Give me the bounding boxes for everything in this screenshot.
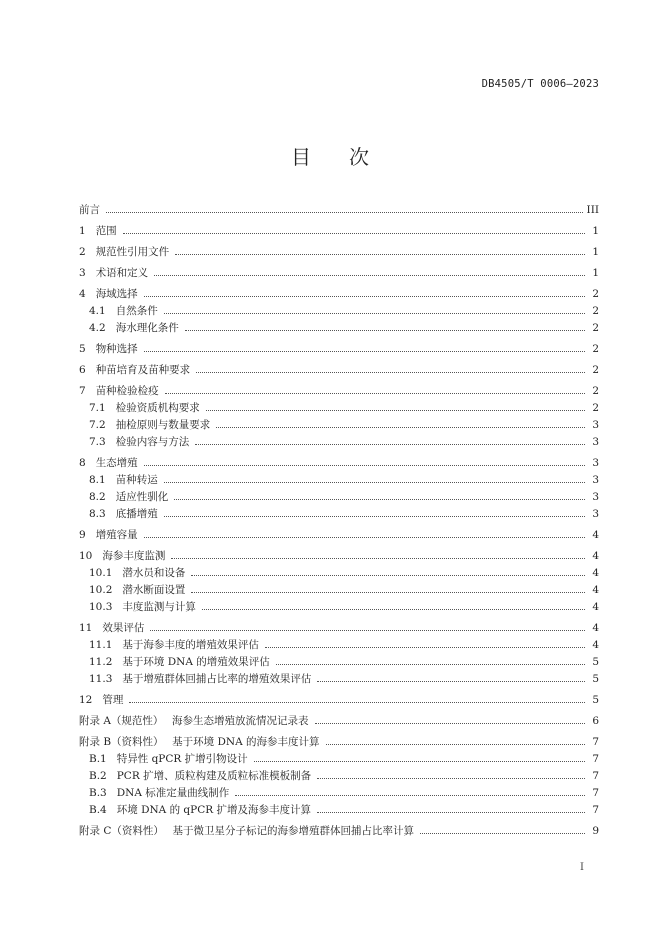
toc-entry-text: 附录 A（规范性） 海参生态增殖放流情况记录表 <box>79 715 309 727</box>
toc-entry-text: 苗种转运 <box>115 474 158 486</box>
toc-entry-number: 4 <box>79 288 86 300</box>
dot-leader <box>191 563 585 576</box>
toc-entry-number: 7.3 <box>89 436 106 448</box>
toc-entry-number: 1 <box>79 225 86 237</box>
toc-entry-text: 种苗培育及苗种要求 <box>95 364 191 376</box>
toc-entry-label <box>79 620 148 635</box>
title-char-right: 次 <box>349 145 371 169</box>
toc-entry-page: 3 <box>592 457 599 469</box>
toc-entry-number: 11.1 <box>89 639 113 651</box>
toc-entry-label <box>79 768 315 783</box>
toc-entry[interactable] <box>79 783 599 800</box>
toc-entry-label <box>79 637 263 652</box>
toc-entry-text: 检验内容与方法 <box>115 436 190 448</box>
toc-entry-page: 4 <box>592 567 599 579</box>
dot-leader <box>276 652 585 665</box>
toc-entry[interactable] <box>79 711 599 728</box>
toc-entry[interactable] <box>79 339 599 356</box>
toc-entry-text: 生态增殖 <box>95 457 138 469</box>
toc-entry-text: DNA 标准定量曲线制作 <box>116 787 230 799</box>
dot-leader <box>185 318 585 331</box>
toc-entry-number: B.4 <box>89 804 107 816</box>
toc-entry-number: B.1 <box>89 753 107 765</box>
toc-entry-label <box>79 202 104 217</box>
dot-leader <box>154 263 585 276</box>
toc-entry[interactable] <box>79 487 599 504</box>
toc-entry-text: 附录 C（资料性） 基于微卫星分子标记的海参增殖群体回捕占比率计算 <box>79 825 414 837</box>
toc-entry[interactable] <box>79 318 599 335</box>
toc-entry-text: 术语和定义 <box>95 267 149 279</box>
toc-entry-page: 2 <box>592 385 599 397</box>
toc-entry-number: B.2 <box>89 770 107 782</box>
toc-entry-page: 2 <box>592 364 599 376</box>
toc-entry-label <box>79 751 252 766</box>
toc-entry-page: 1 <box>592 246 599 258</box>
toc-entry-label <box>79 802 315 817</box>
toc-entry-text: 抽检原则与数量要求 <box>115 419 211 431</box>
dot-leader <box>144 339 585 352</box>
toc-entry-number: 10.2 <box>89 584 113 596</box>
toc-entry-text: 自然条件 <box>115 305 158 317</box>
toc-entry-page: 7 <box>592 770 599 782</box>
toc-entry-number: 4.1 <box>89 305 106 317</box>
toc-entry-text: 苗种检验检疫 <box>95 385 159 397</box>
toc-entry[interactable] <box>79 618 599 635</box>
toc-entry[interactable] <box>79 381 599 398</box>
toc-entry-page: 5 <box>592 694 599 706</box>
toc-entry-number: 10.3 <box>89 601 113 613</box>
dot-leader <box>164 301 585 314</box>
toc-entry[interactable] <box>79 821 599 838</box>
toc-entry-text: 潜水员和设备 <box>122 567 186 579</box>
toc-entry-label <box>79 734 324 749</box>
toc-entry[interactable] <box>79 652 599 669</box>
dot-leader <box>235 783 585 796</box>
toc-entry-text: 范围 <box>95 225 117 237</box>
toc-entry-label <box>79 489 172 504</box>
dot-leader <box>150 618 585 631</box>
toc-entry-number: 3 <box>79 267 86 279</box>
toc-entry-page: 2 <box>592 343 599 355</box>
toc-entry-text: 物种选择 <box>95 343 138 355</box>
toc-entry[interactable] <box>79 470 599 487</box>
toc-entry-label <box>79 506 162 521</box>
dot-leader <box>106 200 583 213</box>
toc-entry-text: 效果评估 <box>102 622 145 634</box>
toc-entry-page: 7 <box>592 736 599 748</box>
toc-entry-text: 潜水断面设置 <box>122 584 186 596</box>
toc-entry[interactable] <box>79 800 599 817</box>
toc-entry-page: 2 <box>592 305 599 317</box>
toc-entry-label <box>79 785 233 800</box>
toc-entry[interactable] <box>79 242 599 259</box>
toc-entry-number: 12 <box>79 694 93 706</box>
dot-leader <box>315 711 585 724</box>
toc-entry-text: 特异性 qPCR 扩增引物设计 <box>116 753 248 765</box>
toc-entry-page: 3 <box>592 508 599 520</box>
toc-entry-page: 7 <box>592 753 599 765</box>
dot-leader <box>165 381 585 394</box>
dot-leader <box>144 453 585 466</box>
toc-entry-label <box>79 472 162 487</box>
toc-entry[interactable] <box>79 563 599 580</box>
toc-entry-number: 8.2 <box>89 491 106 503</box>
toc-entry-text: 附录 B（资料性） 基于环境 DNA 的海参丰度计算 <box>79 736 320 748</box>
toc-entry-page: 1 <box>592 225 599 237</box>
toc-entry-page: 2 <box>592 322 599 334</box>
toc-entry-page: 2 <box>592 402 599 414</box>
toc-entry-label <box>79 654 274 669</box>
toc-entry-number: 5 <box>79 343 86 355</box>
toc-entry-number: 9 <box>79 529 86 541</box>
toc-entry-text: 增殖容量 <box>95 529 138 541</box>
toc-entry[interactable] <box>79 690 599 707</box>
toc-entry[interactable] <box>79 263 599 280</box>
toc-entry[interactable] <box>79 504 599 521</box>
toc-entry[interactable] <box>79 398 599 415</box>
toc-entry-number: 7 <box>79 385 86 397</box>
toc-entry-page: 4 <box>592 622 599 634</box>
toc-entry-page: 4 <box>592 550 599 562</box>
dot-leader <box>254 749 585 762</box>
dot-leader <box>317 766 585 779</box>
toc-entry-label <box>79 692 127 707</box>
toc-entry-page: 5 <box>592 656 599 668</box>
toc-entry-page: 4 <box>592 529 599 541</box>
toc-entry-page: 2 <box>592 288 599 300</box>
toc-entry-number: 2 <box>79 246 86 258</box>
toc-entry-label <box>79 320 183 335</box>
title-char-left: 目 <box>291 145 313 169</box>
toc-entry-number: 8.3 <box>89 508 106 520</box>
dot-leader <box>195 432 585 445</box>
toc-entry-number: B.3 <box>89 787 107 799</box>
toc-entry-label <box>79 548 169 563</box>
toc-entry[interactable] <box>79 360 599 377</box>
toc-entry-text: 环境 DNA 的 qPCR 扩增及海参丰度计算 <box>116 804 311 816</box>
toc-entry-number: 11.3 <box>89 673 113 685</box>
toc-entry[interactable] <box>79 453 599 470</box>
toc-entry-label <box>79 599 200 614</box>
toc-entry[interactable] <box>79 749 599 766</box>
toc-entry[interactable] <box>79 766 599 783</box>
dot-leader <box>196 360 585 373</box>
toc-entry-label <box>79 565 189 580</box>
dot-leader <box>326 732 585 745</box>
toc-entry-page: 3 <box>592 474 599 486</box>
dot-leader <box>202 597 585 610</box>
table-of-contents <box>79 200 599 838</box>
toc-entry-label <box>79 823 418 838</box>
toc-entry[interactable] <box>79 597 599 614</box>
toc-entry-text: 海水理化条件 <box>115 322 179 334</box>
toc-entry-page: 3 <box>592 419 599 431</box>
dot-leader <box>206 398 585 411</box>
toc-entry-label <box>79 303 162 318</box>
toc-entry-number: 8 <box>79 457 86 469</box>
dot-leader <box>420 821 585 834</box>
toc-entry-text: 适应性驯化 <box>115 491 169 503</box>
toc-entry-text: 管理 <box>102 694 124 706</box>
toc-entry-text: 前言 <box>79 204 100 216</box>
toc-entry-page: 5 <box>592 673 599 685</box>
toc-entry-label <box>79 286 142 301</box>
toc-entry-page: 4 <box>592 601 599 613</box>
toc-entry-page: 4 <box>592 584 599 596</box>
toc-entry[interactable] <box>79 301 599 318</box>
dot-leader <box>191 580 585 593</box>
toc-entry-text: 规范性引用文件 <box>95 246 170 258</box>
toc-entry-text: 检验资质机构要求 <box>115 402 200 414</box>
toc-entry[interactable] <box>79 669 599 686</box>
toc-entry-page: 7 <box>592 787 599 799</box>
toc-entry-label <box>79 455 142 470</box>
toc-entry-label <box>79 671 315 686</box>
toc-entry[interactable] <box>79 284 599 301</box>
dot-leader <box>317 800 585 813</box>
toc-entry-number: 7.2 <box>89 419 106 431</box>
toc-entry-text: 丰度监测与计算 <box>122 601 196 613</box>
dot-leader <box>129 690 585 703</box>
toc-entry[interactable] <box>79 635 599 652</box>
toc-entry-text: 基于环境 DNA 的增殖效果评估 <box>122 656 270 668</box>
toc-entry-number: 8.1 <box>89 474 106 486</box>
toc-entry-number: 4.2 <box>89 322 106 334</box>
toc-entry-page: 6 <box>592 715 599 727</box>
toc-entry-label <box>79 223 121 238</box>
page-title <box>0 141 662 170</box>
toc-entry[interactable] <box>79 200 599 217</box>
toc-entry-number: 10 <box>79 550 93 562</box>
dot-leader <box>144 284 585 297</box>
toc-entry-text: 基于海参丰度的增殖效果评估 <box>122 639 259 651</box>
toc-entry-text: PCR 扩增、质粒构建及质粒标准模板制备 <box>116 770 312 782</box>
dot-leader <box>174 487 585 500</box>
toc-entry[interactable] <box>79 525 599 542</box>
dot-leader <box>164 470 585 483</box>
toc-entry[interactable] <box>79 546 599 563</box>
page-number: I <box>580 862 584 873</box>
dot-leader <box>171 546 585 559</box>
toc-entry-label <box>79 713 313 728</box>
toc-entry[interactable] <box>79 415 599 432</box>
toc-entry[interactable] <box>79 432 599 449</box>
toc-entry[interactable] <box>79 221 599 238</box>
toc-entry-page: 4 <box>592 639 599 651</box>
dot-leader <box>144 525 585 538</box>
toc-entry-page: 7 <box>592 804 599 816</box>
dot-leader <box>317 669 585 682</box>
toc-entry-number: 11 <box>79 622 93 634</box>
toc-entry-page: 3 <box>592 436 599 448</box>
toc-entry-label <box>79 244 173 259</box>
toc-entry-text: 海域选择 <box>95 288 138 300</box>
toc-entry[interactable] <box>79 732 599 749</box>
toc-entry[interactable] <box>79 580 599 597</box>
toc-entry-label <box>79 341 142 356</box>
toc-entry-label <box>79 582 189 597</box>
toc-entry-number: 7.1 <box>89 402 106 414</box>
toc-entry-text: 海参丰度监测 <box>102 550 166 562</box>
toc-entry-label <box>79 383 163 398</box>
dot-leader <box>164 504 585 517</box>
toc-entry-number: 10.1 <box>89 567 113 579</box>
toc-entry-label <box>79 400 204 415</box>
toc-entry-label <box>79 527 142 542</box>
toc-entry-page: 9 <box>592 825 599 837</box>
toc-entry-number: 11.2 <box>89 656 113 668</box>
toc-entry-text: 基于增殖群体回捕占比率的增殖效果评估 <box>122 673 312 685</box>
toc-entry-label <box>79 362 194 377</box>
dot-leader <box>175 242 585 255</box>
dot-leader <box>123 221 585 234</box>
dot-leader <box>265 635 585 648</box>
toc-entry-label <box>79 417 214 432</box>
toc-entry-label <box>79 434 193 449</box>
document-code: DB4505/T 0006—2023 <box>481 78 599 90</box>
toc-entry-page: 1 <box>592 267 599 279</box>
toc-entry-text: 底播增殖 <box>115 508 158 520</box>
toc-entry-page: 3 <box>592 491 599 503</box>
toc-entry-page: III <box>586 204 599 216</box>
toc-entry-number: 6 <box>79 364 86 376</box>
dot-leader <box>216 415 585 428</box>
toc-entry-label <box>79 265 152 280</box>
